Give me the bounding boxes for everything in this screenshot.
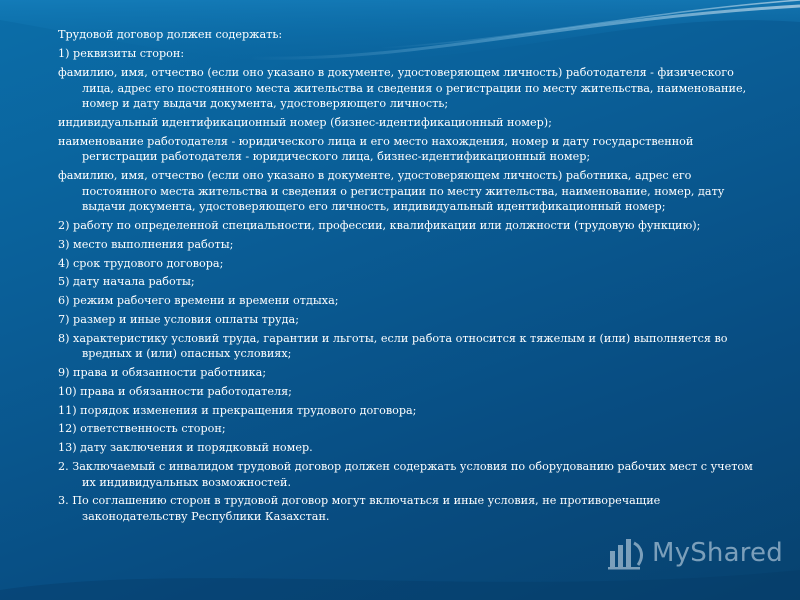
paragraph: 11) порядок изменения и прекращения трудового договора;	[58, 403, 417, 417]
paragraph: 3) место выполнения работы;	[58, 237, 234, 251]
paragraph: 4) срок трудового договора;	[58, 256, 224, 270]
document-body	[58, 27, 768, 528]
paragraph: 6) режим рабочего времени и времени отдыха;	[58, 294, 339, 308]
paragraph: 7) размер и иные условия оплаты труда;	[58, 312, 299, 326]
paragraph: наименование работодателя - юридического лица и его место нахождения, номер и дату государственной регистрации работодателя - юридического лица, бизнес-идентификационный номер;	[58, 134, 694, 164]
paragraph: 3. По соглашению сторон в трудовой договор могут включаться и иные условия, не противоречащие законодательству Республики Казахстан.	[58, 494, 661, 523]
paragraph: 2. Заключаемый с инвалидом трудовой договор должен содержать условия по оборудованию рабочих мест с учетом их индивидуальных возможностей.	[58, 460, 753, 489]
watermark	[606, 533, 783, 573]
paragraph: фамилию, имя, отчество (если оно указано в документе, удостоверяющем личность) работника, адрес его постоянного места жительства и сведения о регистрации по месту жительства, наименование, номер, дату выдачи документа, удостоверяющего его личность, индивидуальный идентификационный номер;	[58, 169, 725, 214]
paragraph: фамилию, имя, отчество (если оно указано в документе, удостоверяющем личность) работодателя - физического лица, адрес его постоянного места жительства и сведения о регистрации по месту жительства, наименование, номер и дату выдачи документа, удостоверяющего личность;	[58, 65, 747, 111]
paragraph: 8) характеристику условий труда, гарантии и льготы, если работа относится к тяжелым и (или) выполняется во вредных и (или) опасных условиях;	[58, 331, 728, 361]
paragraph: 10) права и обязанности работодателя;	[58, 384, 292, 398]
paragraph: 5) дату начала работы;	[58, 275, 195, 289]
paragraph: 13) дату заключения и порядковый номер.	[58, 441, 313, 455]
paragraph-title: Трудовой договор должен содержать:	[58, 28, 283, 41]
paragraph: 12) ответственность сторон;	[58, 422, 226, 436]
watermark-text: MyShared	[652, 538, 783, 568]
mystrane-logo-icon	[606, 535, 646, 571]
paragraph: 1) реквизиты сторон:	[58, 47, 185, 61]
paragraph: 9) права и обязанности работника;	[58, 366, 267, 380]
paragraph: индивидуальный идентификационный номер (бизнес-идентификационный номер);	[58, 115, 552, 129]
paragraph: 2) работу по определенной специальности, профессии, квалификации или должности (трудовую функцию);	[58, 219, 701, 233]
